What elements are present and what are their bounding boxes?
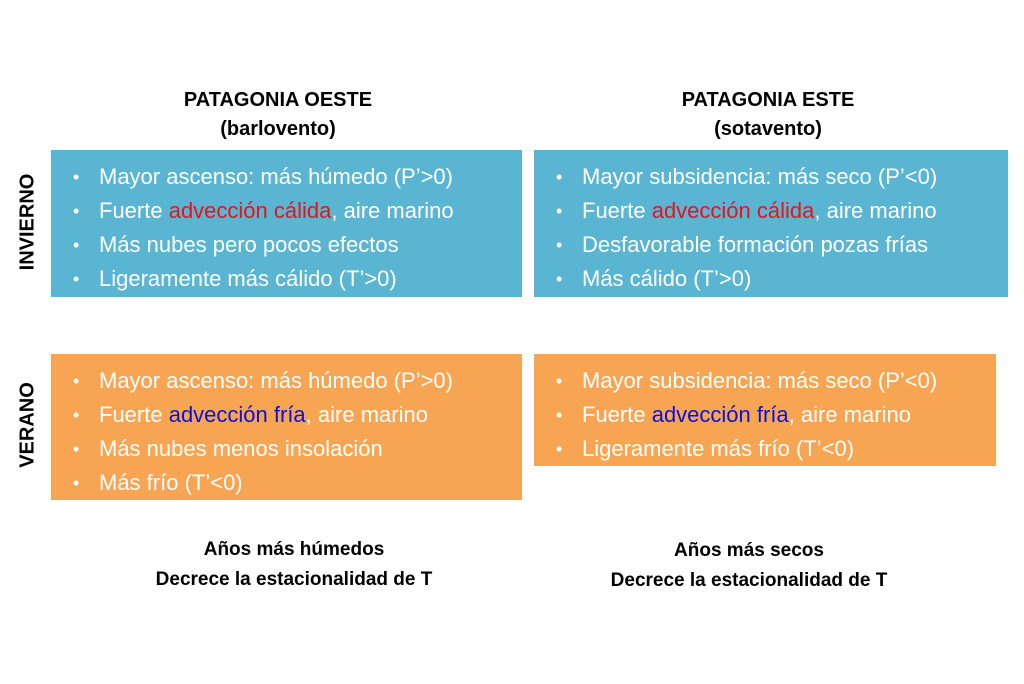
- item-text: Mayor ascenso: más húmedo (P’>0): [99, 368, 453, 393]
- bullet-icon: •: [73, 473, 80, 493]
- bullet-list: [73, 160, 522, 296]
- row-label-summer: VERANO: [16, 382, 39, 468]
- item-text-suffix: , aire marino: [331, 198, 454, 223]
- cell-winter-east: [534, 150, 1008, 297]
- item-text: Más cálido (T’>0): [582, 266, 752, 291]
- cell-summer-west: [51, 354, 522, 500]
- footer-west-line1: Años más húmedos: [203, 539, 385, 560]
- bullet-icon: •: [73, 269, 80, 289]
- bullet-icon: •: [73, 371, 80, 391]
- list-item: [556, 194, 1008, 228]
- list-item: [73, 466, 522, 500]
- bullet-list: [556, 160, 1008, 296]
- column-title-east: PATAGONIA ESTE: [681, 89, 855, 111]
- item-text: Desfavorable formación pozas frías: [582, 232, 929, 257]
- warm-advection-highlight: advección cálida: [651, 198, 815, 223]
- item-text: Fuerte: [582, 402, 652, 427]
- item-text-suffix: , aire marino: [814, 198, 937, 223]
- footer-east-line1: Años más secos: [674, 540, 824, 561]
- list-item: [556, 160, 1008, 194]
- list-item: [556, 228, 1008, 262]
- column-header-west: [128, 86, 428, 144]
- item-text-suffix: , aire marino: [305, 402, 428, 427]
- item-text: Mayor subsidencia: más seco (P’<0): [582, 368, 938, 393]
- item-text-suffix: , aire marino: [788, 402, 911, 427]
- list-item: [556, 398, 996, 432]
- list-item: [73, 194, 522, 228]
- bullet-icon: •: [556, 405, 563, 425]
- bullet-icon: •: [73, 439, 80, 459]
- bullet-icon: •: [73, 167, 80, 187]
- column-subtitle-west: (barlovento): [220, 118, 336, 140]
- item-text: Fuerte: [582, 198, 652, 223]
- item-text: Fuerte: [99, 198, 169, 223]
- item-text: Mayor ascenso: más húmedo (P’>0): [99, 164, 453, 189]
- item-text: Más frío (T’<0): [99, 470, 243, 495]
- footer-east-line2: Decrece la estacionalidad de T: [610, 570, 888, 591]
- warm-advection-highlight: advección cálida: [168, 198, 332, 223]
- list-item: [73, 432, 522, 466]
- item-text: Mayor subsidencia: más seco (P’<0): [582, 164, 938, 189]
- column-title-west: PATAGONIA OESTE: [183, 89, 373, 111]
- footer-west-line2: Decrece la estacionalidad de T: [155, 569, 433, 590]
- item-text: Más nubes pero pocos efectos: [99, 232, 399, 257]
- item-text: Ligeramente más cálido (T’>0): [99, 266, 397, 291]
- bullet-icon: •: [73, 201, 80, 221]
- bullet-icon: •: [73, 235, 80, 255]
- bullet-icon: •: [556, 235, 563, 255]
- cold-advection-highlight: advección fría: [651, 402, 789, 427]
- row-label-winter: INVIERNO: [16, 173, 39, 271]
- list-item: [556, 364, 996, 398]
- list-item: [73, 160, 522, 194]
- bullet-icon: •: [556, 167, 563, 187]
- list-item: [73, 364, 522, 398]
- bullet-icon: •: [556, 439, 563, 459]
- footer-east: [569, 536, 929, 596]
- bullet-icon: •: [556, 371, 563, 391]
- cell-summer-east: [534, 354, 996, 466]
- column-subtitle-east: (sotavento): [714, 118, 822, 140]
- list-item: [556, 432, 996, 466]
- bullet-list: [556, 364, 996, 466]
- bullet-list: [73, 364, 522, 500]
- list-item: [556, 262, 1008, 296]
- column-header-east: [618, 86, 918, 144]
- bullet-icon: •: [556, 201, 563, 221]
- footer-west: [114, 535, 474, 595]
- bullet-icon: •: [556, 269, 563, 289]
- bullet-icon: •: [73, 405, 80, 425]
- list-item: [73, 262, 522, 296]
- cell-winter-west: [51, 150, 522, 297]
- item-text: Fuerte: [99, 402, 169, 427]
- item-text: Ligeramente más frío (T’<0): [582, 436, 855, 461]
- list-item: [73, 398, 522, 432]
- cold-advection-highlight: advección fría: [168, 402, 306, 427]
- list-item: [73, 228, 522, 262]
- item-text: Más nubes menos insolación: [99, 436, 383, 461]
